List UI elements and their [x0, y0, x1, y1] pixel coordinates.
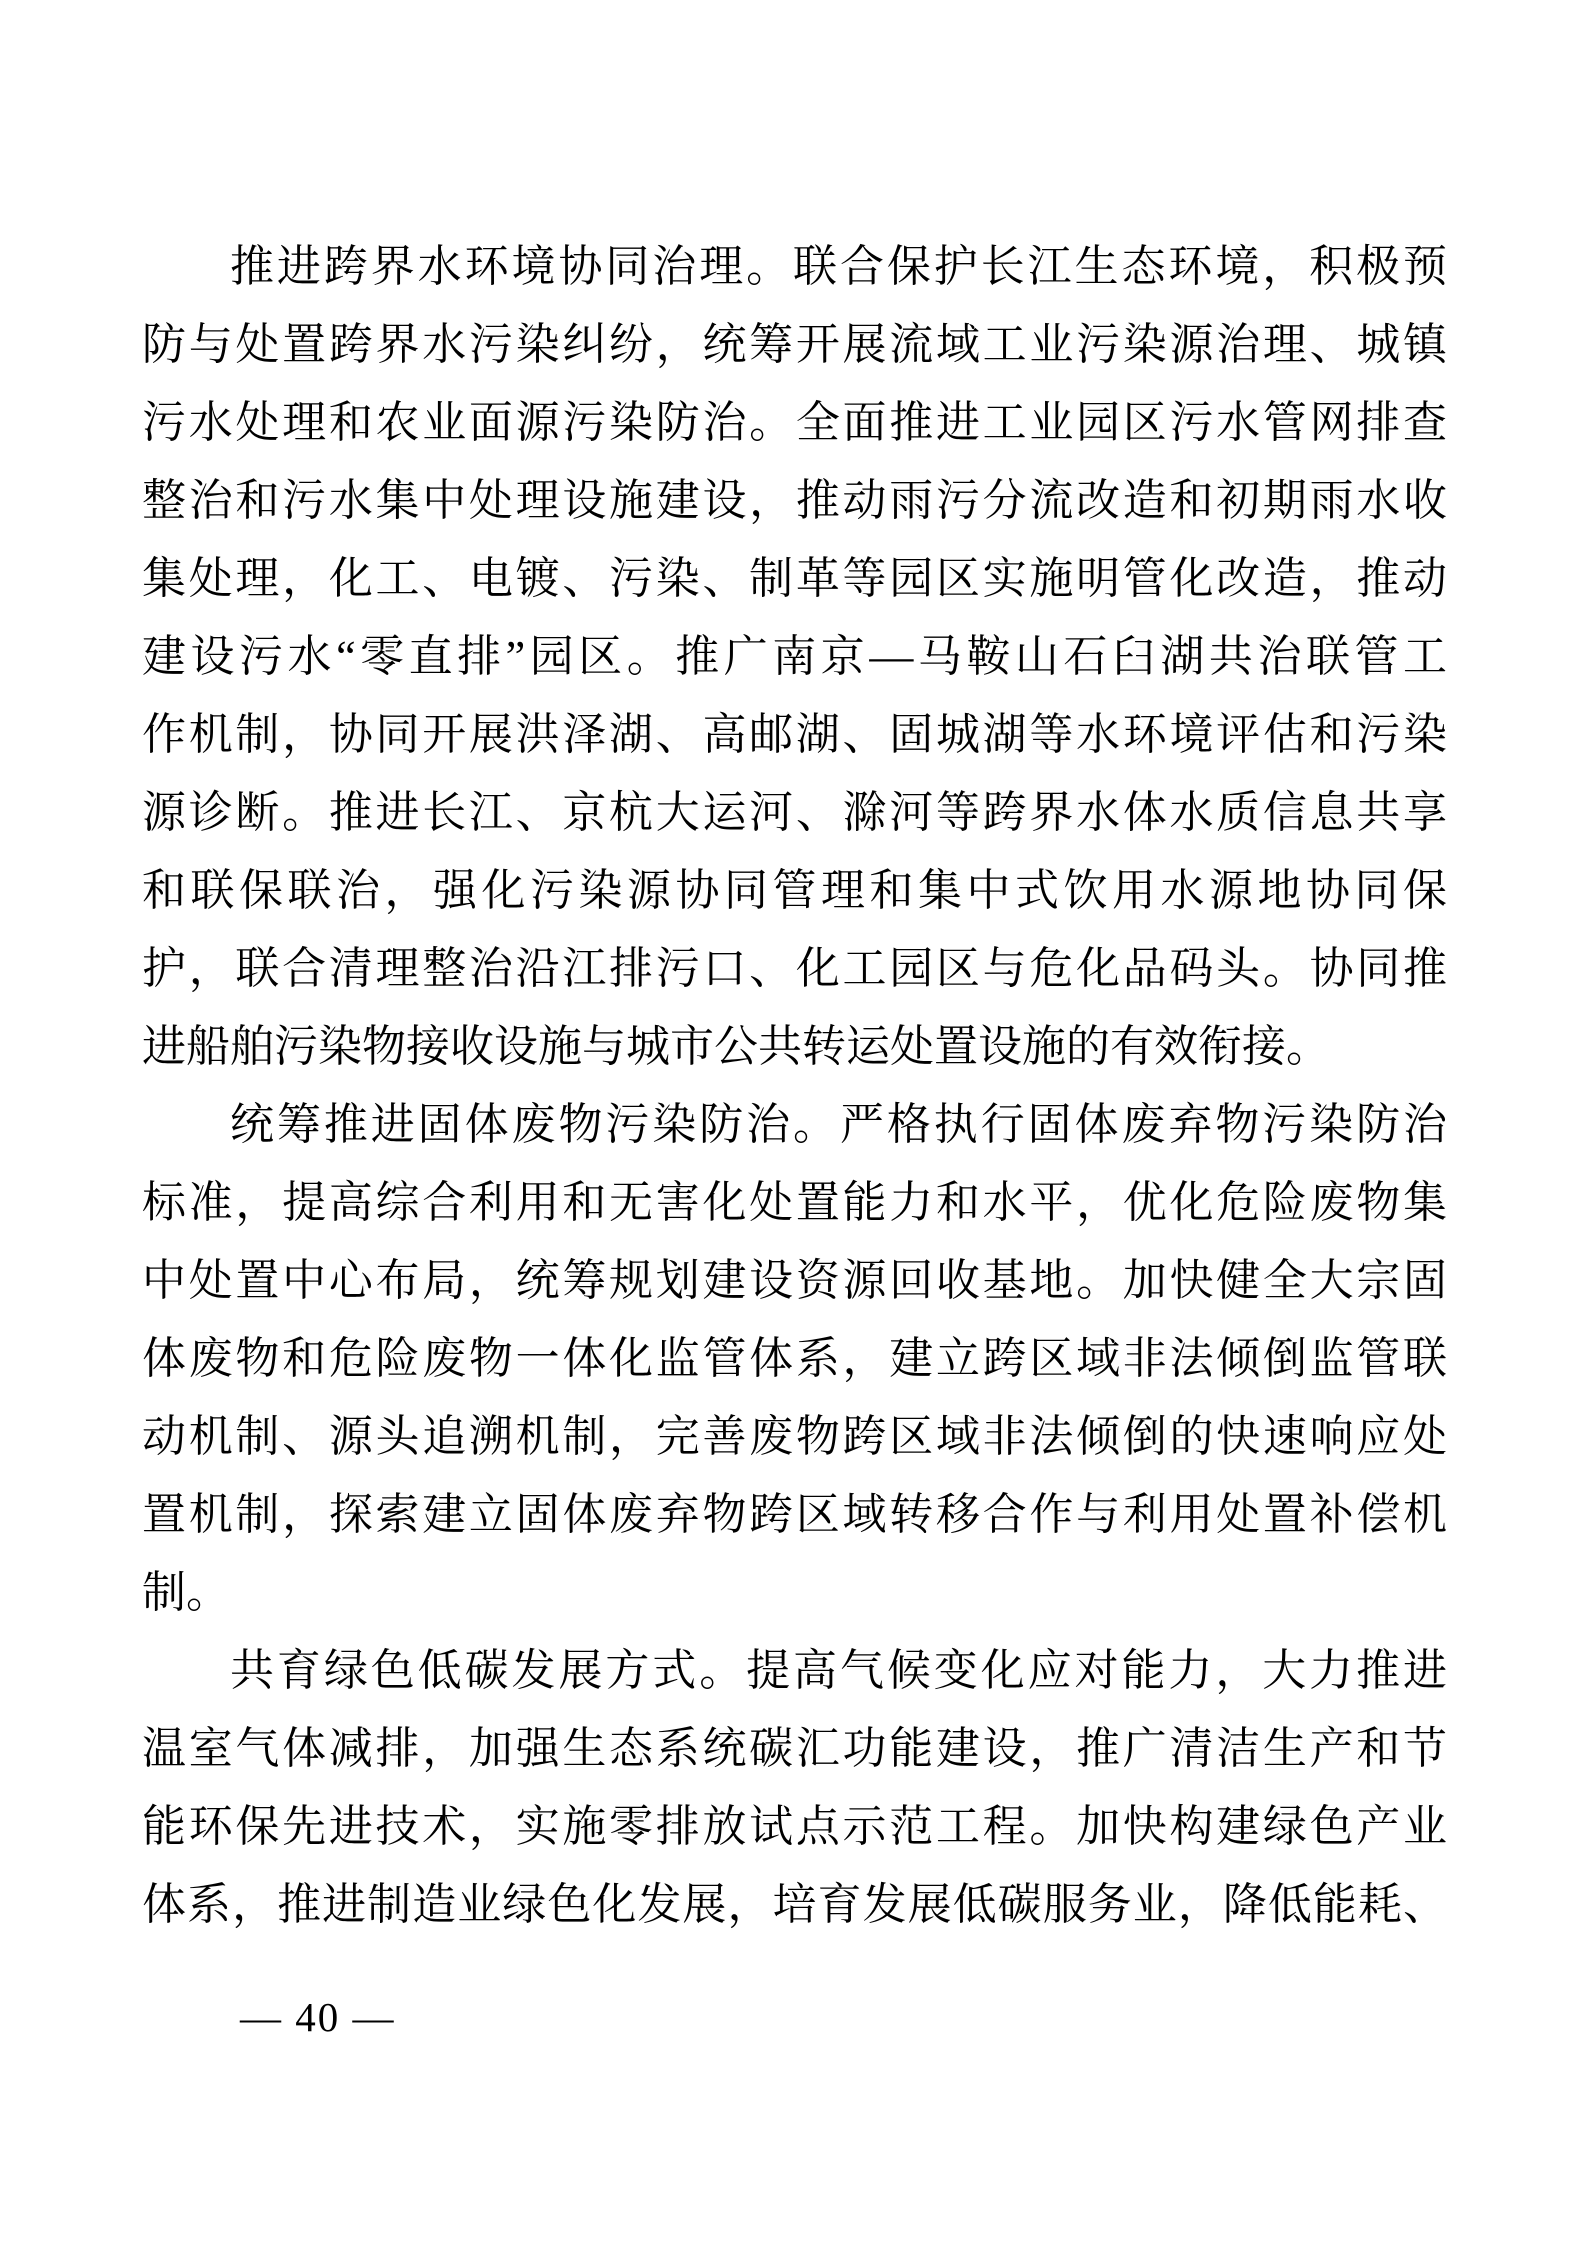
text-line: 体废物和危险废物一体化监管体系，建立跨区域非法倾倒监管联 [142, 1334, 1447, 1383]
text-line: 进船舶污染物接收设施与城市公共转运处置设施的有效衔接。 [142, 1022, 1330, 1071]
text-line: 整治和污水集中处理设施建设，推动雨污分流改造和初期雨水收 [142, 476, 1447, 525]
text-line: 推进跨界水环境协同治理。联合保护长江生态环境，积极预 [230, 242, 1447, 291]
paragraph-water-environment [142, 228, 1447, 1086]
text-line: 污水处理和农业面源污染防治。全面推进工业园区污水管网排查 [142, 398, 1447, 447]
paragraph-solid-waste [142, 1086, 1447, 1632]
text-line: 动机制、源头追溯机制，完善废物跨区域非法倾倒的快速响应处 [142, 1412, 1447, 1461]
text-line: 中处置中心布局，统筹规划建设资源回收基地。加快健全大宗固 [142, 1256, 1447, 1305]
page-footer [240, 1992, 396, 2042]
paragraph-green-low-carbon [142, 1632, 1447, 1944]
text-line: 能环保先进技术，实施零排放试点示范工程。加快构建绿色产业 [142, 1802, 1447, 1851]
text-line: 建设污水“零直排”园区。推广南京—马鞍山石臼湖共治联管工 [142, 632, 1447, 681]
text-line: 标准，提高综合利用和无害化处置能力和水平，优化危险废物集 [142, 1178, 1447, 1227]
text-line: 防与处置跨界水污染纠纷，统筹开展流域工业污染源治理、城镇 [142, 320, 1447, 369]
text-line: 体系，推进制造业绿色化发展，培育发展低碳服务业，降低能耗、 [142, 1880, 1447, 1929]
text-line: 源诊断。推进长江、京杭大运河、滁河等跨界水体水质信息共享 [142, 788, 1447, 837]
text-line: 护，联合清理整治沿江排污口、化工园区与危化品码头。协同推 [142, 944, 1447, 993]
text-line: 作机制，协同开展洪泽湖、高邮湖、固城湖等水环境评估和污染 [142, 710, 1447, 759]
text-line: 集处理，化工、电镀、污染、制革等园区实施明管化改造，推动 [142, 554, 1447, 603]
document-body [142, 228, 1447, 1944]
page-number: — 40 — [240, 1994, 396, 2040]
text-line: 置机制，探索建立固体废弃物跨区域转移合作与利用处置补偿机 [142, 1490, 1447, 1539]
text-line: 温室气体减排，加强生态系统碳汇功能建设，推广清洁生产和节 [142, 1724, 1447, 1773]
text-line: 和联保联治，强化污染源协同管理和集中式饮用水源地协同保 [142, 866, 1447, 915]
text-line: 统筹推进固体废物污染防治。严格执行固体废弃物污染防治 [230, 1100, 1447, 1149]
text-line: 制。 [142, 1568, 230, 1617]
text-line: 共育绿色低碳发展方式。提高气候变化应对能力，大力推进 [230, 1646, 1447, 1695]
